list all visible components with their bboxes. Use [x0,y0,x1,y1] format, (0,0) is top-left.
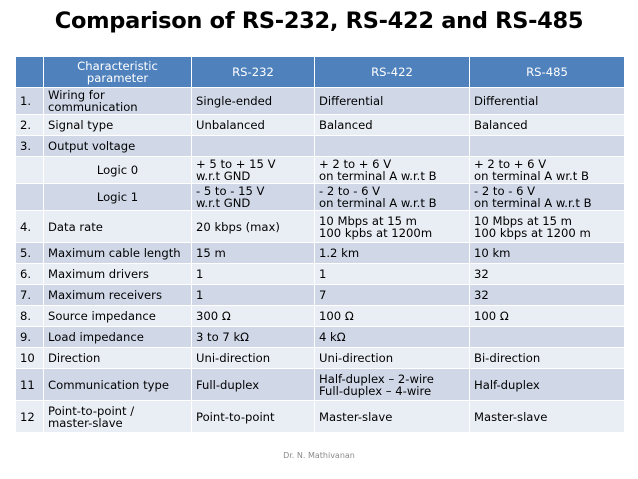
rs485-cell: + 2 to + 6 V on terminal A wr.t B [470,157,625,184]
rs422-cell: 10 Mbps at 15 m 100 kpbs at 1200m [315,211,470,243]
table-row [16,369,625,401]
rs422-cell: Half-duplex – 2-wire Full-duplex – 4-wire [315,369,470,401]
rs485-cell: Differential [470,88,625,115]
row-number-cell: 1. [16,88,44,115]
rs232-cell: Full-duplex [192,369,315,401]
row-number-cell [16,184,44,211]
rs485-cell: - 2 to - 6 V on terminal A w.r.t B [470,184,625,211]
table-row [16,157,625,184]
rs422-cell: 4 kΩ [315,327,470,348]
footer-author: Dr. N. Mathivanan [283,451,355,460]
parameter-cell: Maximum drivers [44,264,192,285]
row-number-cell: 8. [16,306,44,327]
row-number-cell: 10 [16,348,44,369]
row-number-cell [16,157,44,184]
rs232-cell: Point-to-point [192,401,315,433]
rs485-cell: 32 [470,285,625,306]
row-number-cell: 12 [16,401,44,433]
parameter-cell: Wiring for communication [44,88,192,115]
table-row [16,115,625,136]
rs485-cell: Balanced [470,115,625,136]
parameter-cell: Load impedance [44,327,192,348]
rs232-cell: 3 to 7 kΩ [192,327,315,348]
rs422-cell: - 2 to - 6 V on terminal A w.r.t B [315,184,470,211]
table-row [16,264,625,285]
parameter-cell: Point-to-point / master-slave [44,401,192,433]
row-number-cell: 4. [16,211,44,243]
header-rs422: RS-422 [315,57,470,88]
rs232-cell: 1 [192,264,315,285]
rs232-cell: Single-ended [192,88,315,115]
header-number [16,57,44,88]
rs485-cell: Master-slave [470,401,625,433]
table-row [16,348,625,369]
rs422-cell: 1 [315,264,470,285]
table-header-row [16,57,625,88]
rs485-cell [470,327,625,348]
parameter-cell: Direction [44,348,192,369]
rs485-cell: Bi-direction [470,348,625,369]
rs232-cell: - 5 to - 15 V w.r.t GND [192,184,315,211]
rs485-cell: 10 Mbps at 15 m 100 kbps at 1200 m [470,211,625,243]
rs232-cell: + 5 to + 15 V w.r.t GND [192,157,315,184]
rs485-cell: Half-duplex [470,369,625,401]
rs422-cell: Balanced [315,115,470,136]
rs422-cell: Differential [315,88,470,115]
rs232-cell: 20 kbps (max) [192,211,315,243]
table-row [16,306,625,327]
parameter-cell: Maximum receivers [44,285,192,306]
parameter-cell: Output voltage [44,136,192,157]
parameter-cell: Signal type [44,115,192,136]
rs232-cell: Uni-direction [192,348,315,369]
parameter-cell: Communication type [44,369,192,401]
rs485-cell [470,136,625,157]
rs422-cell: 7 [315,285,470,306]
row-number-cell: 5. [16,243,44,264]
row-number-cell: 7. [16,285,44,306]
row-number-cell: 6. [16,264,44,285]
rs422-cell: + 2 to + 6 V on terminal A w.r.t B [315,157,470,184]
parameter-cell: Data rate [44,211,192,243]
parameter-cell: Maximum cable length [44,243,192,264]
rs485-cell: 32 [470,264,625,285]
table-row [16,88,625,115]
table-row [16,211,625,243]
slide-title: Comparison of RS-232, RS-422 and RS-485 [54,8,584,34]
table-row [16,401,625,433]
parameter-cell: Source impedance [44,306,192,327]
row-number-cell: 3. [16,136,44,157]
header-rs232: RS-232 [192,57,315,88]
row-number-cell: 9. [16,327,44,348]
table-row [16,327,625,348]
rs232-cell [192,136,315,157]
rs232-cell: Unbalanced [192,115,315,136]
parameter-cell: Logic 1 [44,184,192,211]
table-body [16,88,625,433]
table-row [16,243,625,264]
row-number-cell: 11 [16,369,44,401]
rs422-cell: Uni-direction [315,348,470,369]
table-row [16,136,625,157]
rs422-cell: 1.2 km [315,243,470,264]
rs485-cell: 100 Ω [470,306,625,327]
table-row [16,285,625,306]
rs232-cell: 1 [192,285,315,306]
rs232-cell: 15 m [192,243,315,264]
rs422-cell [315,136,470,157]
rs422-cell: 100 Ω [315,306,470,327]
parameter-cell: Logic 0 [44,157,192,184]
row-number-cell: 2. [16,115,44,136]
header-parameter: Characteristic parameter [44,57,192,88]
rs422-cell: Master-slave [315,401,470,433]
rs232-cell: 300 Ω [192,306,315,327]
rs485-cell: 10 km [470,243,625,264]
header-rs485: RS-485 [470,57,625,88]
comparison-table [15,56,625,433]
table-row [16,184,625,211]
